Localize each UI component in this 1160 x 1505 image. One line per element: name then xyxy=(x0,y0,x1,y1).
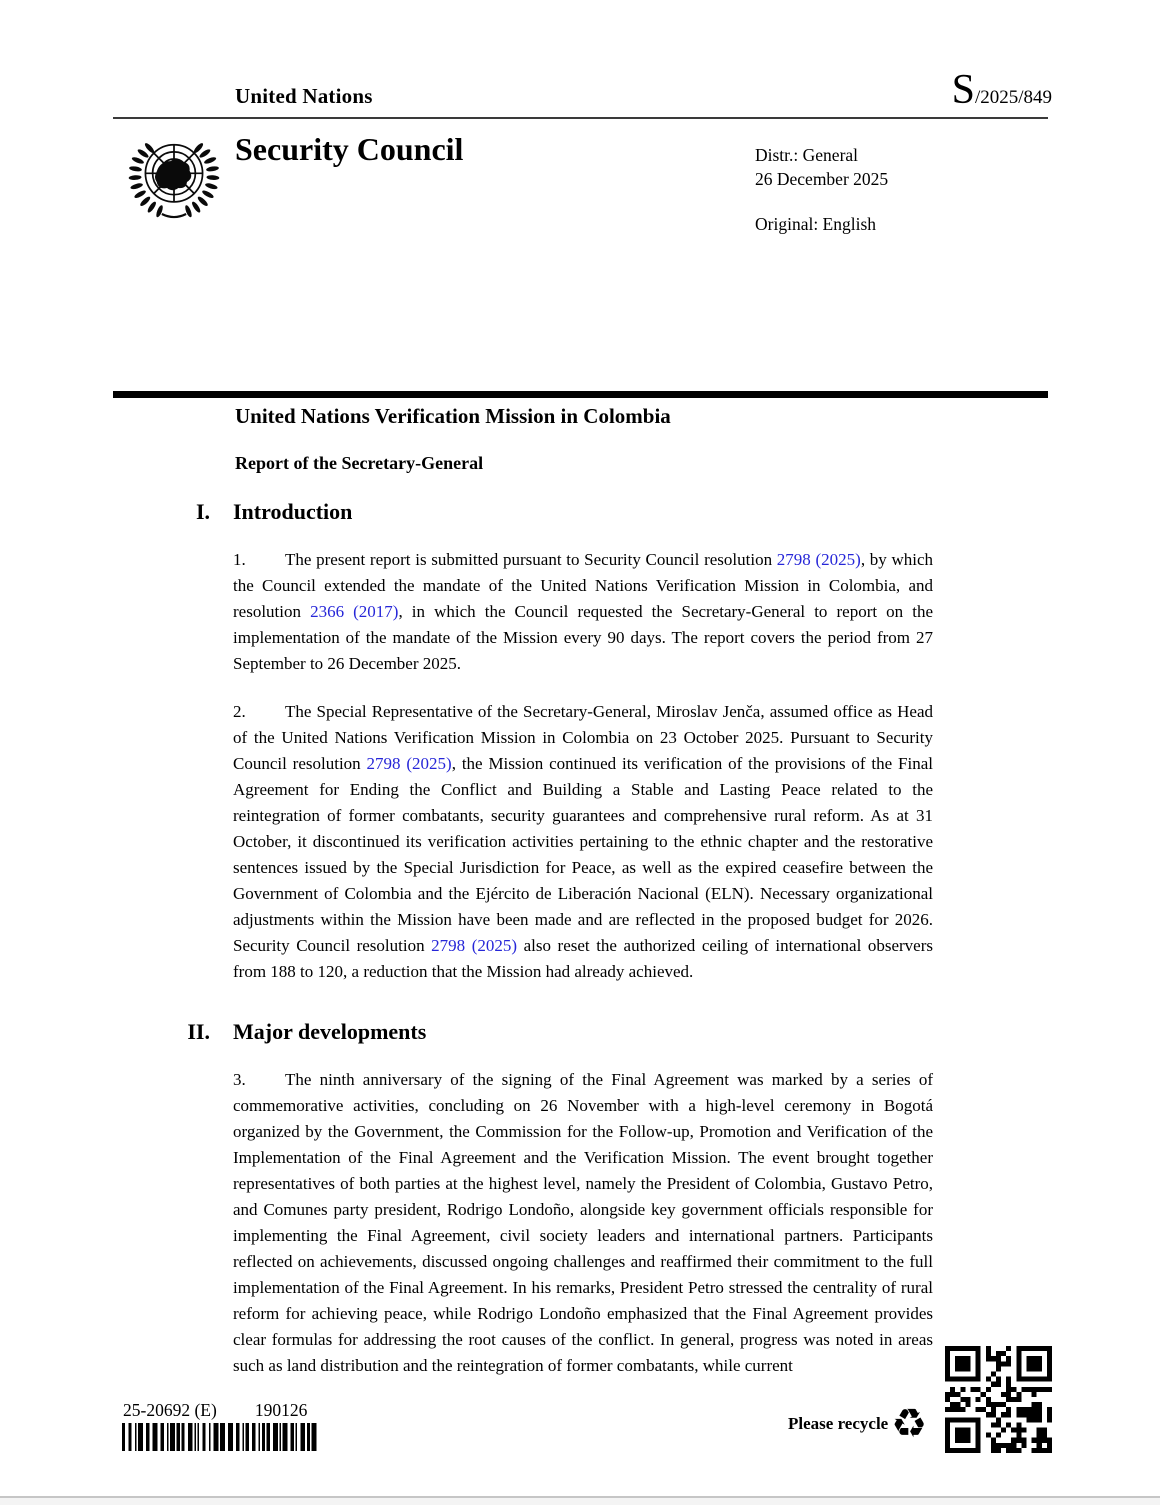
recycle-label: Please recycle xyxy=(788,1414,889,1433)
job-number: 25-20692 (E) xyxy=(123,1400,217,1420)
paragraph-text: , the Mission continued its verification of the provisions of the Final Agreement for Ending the Conflict and Building a Stable and Lasting Peace related to the reintegration of former combatants, security guarantees and comprehensive rural reform. As at 31 October, it discontinued its verification activities pertaining to the ethnic chapter and the restorative sentences issued by the Special Jurisdiction for Peace, as well as the expired ceasefire between the Government of Colombia and the Ejército de Liberación Nacional (ELN). Necessary organizational adjustments within the Mission have been made and are reflected in the proposed budget for 2026. Security Council resolution xyxy=(233,754,933,955)
section-numeral: II. xyxy=(187,1019,210,1044)
organ-name: Security Council xyxy=(235,131,464,167)
section-heading-major-developments xyxy=(113,1019,937,1045)
wreath-stem xyxy=(162,214,186,217)
document-symbol-prefix: S xyxy=(951,67,975,113)
recycle-notice xyxy=(788,1402,927,1446)
recycle-icon: ♻ xyxy=(891,1401,928,1447)
paragraph-text: , by which the Council extended the mandate of the United Nations Verification Mission in Colombia, and resolution xyxy=(233,550,934,621)
globe-landmass xyxy=(155,159,191,190)
distribution-type: Distr.: General xyxy=(755,145,859,165)
distribution-block xyxy=(755,143,888,236)
paragraph-text: The present report is submitted pursuant to Security Council resolution xyxy=(285,550,777,569)
paragraph-text: , in which the Council requested the Secretary-General to report on the implementation of the mandate of the Mission every 90 days. The report covers the period from 27 September to 26 December 2025. xyxy=(233,602,934,673)
resolution-link[interactable]: 2798 (2025) xyxy=(776,550,861,569)
section-heading-introduction xyxy=(113,499,937,525)
paragraph-3 xyxy=(233,1067,933,1379)
org-name: United Nations xyxy=(235,84,373,108)
document-title: United Nations Verification Mission in Colombia xyxy=(235,404,671,428)
paragraph-text: also reset the authorized ceiling of international observers from 188 to 120, a reduction that the Mission had already achieved. xyxy=(233,936,933,981)
document-symbol xyxy=(952,66,1052,114)
section-heading-text: Major developments xyxy=(233,1019,427,1044)
footer-job-number xyxy=(123,1400,307,1421)
header-rule xyxy=(113,117,1048,119)
un-emblem-logo xyxy=(122,130,226,232)
section-heading-text: Introduction xyxy=(233,499,353,524)
document-date: 26 December 2025 xyxy=(755,169,889,189)
barcode xyxy=(122,1423,318,1451)
paragraph-2 xyxy=(233,699,933,985)
resolution-link[interactable]: 2366 (2017) xyxy=(310,602,399,621)
section-numeral: I. xyxy=(195,499,210,524)
un-emblem-icon xyxy=(122,130,226,227)
document-subtitle: Report of the Secretary-General xyxy=(235,453,484,473)
resolution-link[interactable]: 2798 (2025) xyxy=(431,936,518,955)
paragraph-text: The ninth anniversary of the signing of the Final Agreement was marked by a series of commemorative activities, concluding on 26 November with a high-level ceremony in Bogotá organized by the Government, the Commission for the Follow-up, Promotion and Verification of the Implementation of the Final Agreement and the Verification Mission. The event brought together representatives of both parties at the highest level, namely the President of Colombia, Gustavo Petro, and Comunes party president, Rodrigo Londoño, alongside key government officials responsible for implementing the Final Agreement, civil society leaders and international partners. Participants reflected on achievements, discussed ongoing challenges and reaffirmed their commitment to the full implementation of the Final Agreement. In his remarks, President Petro stressed the centrality of rural reform for achieving peace, while Rodrigo Londoño emphasized that the Final Agreement provides clear formulas for addressing the root causes of the conflict. In general, progress was noted in areas such as land distribution and the reintegration of former combatants, while current xyxy=(233,1070,933,1375)
original-language: Original: English xyxy=(755,214,877,234)
paragraph-number: 2. xyxy=(233,702,246,721)
page-edge xyxy=(0,1496,1160,1505)
document-symbol-number: /2025/849 xyxy=(974,87,1052,108)
paragraph-text: The Special Representative of the Secretary-General, Miroslav Jenča, assumed office as Head of the United Nations Verification Mission in Colombia on 23 October 2025. Pursuant to Security Council resolution xyxy=(233,702,933,773)
qr-code xyxy=(945,1346,1052,1453)
paragraph-number: 1. xyxy=(233,550,246,569)
paragraph-number: 3. xyxy=(233,1070,246,1089)
resolution-link[interactable]: 2798 (2025) xyxy=(366,754,452,773)
paragraph-1 xyxy=(233,547,933,677)
footer-date-code: 190126 xyxy=(254,1400,308,1420)
title-rule xyxy=(113,391,1048,398)
document-body xyxy=(113,499,937,1394)
